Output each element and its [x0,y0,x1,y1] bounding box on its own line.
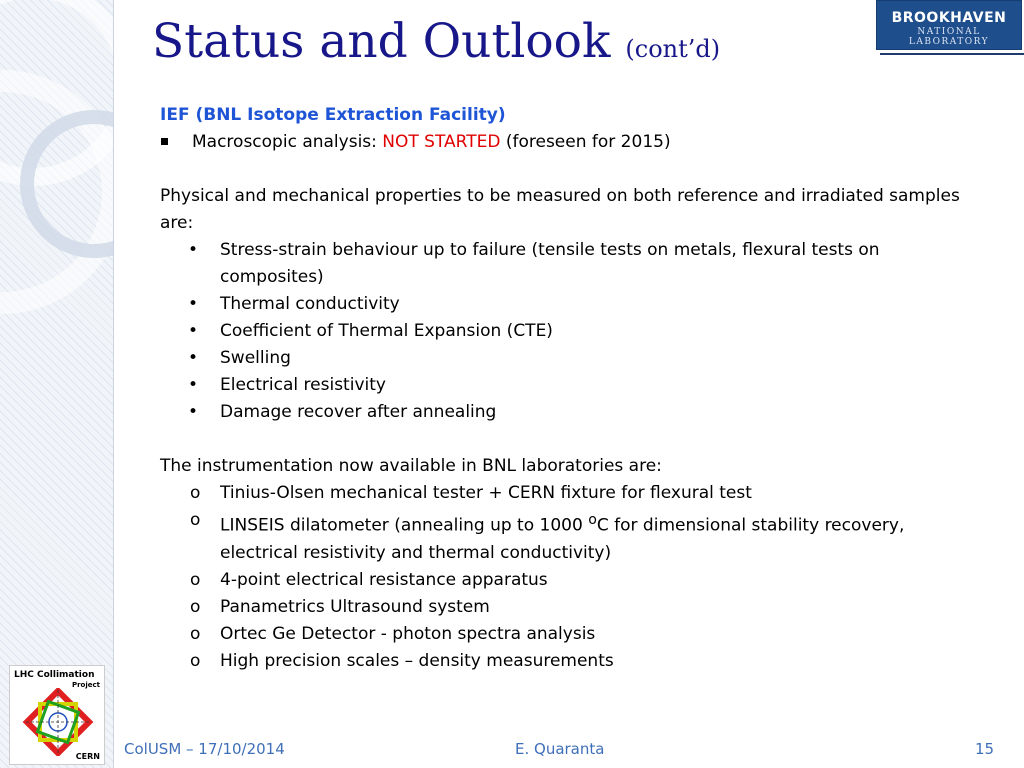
instrument-item [160,507,980,567]
property-text: Coefficient of Thermal Expansion (CTE) [220,321,553,341]
property-item [160,345,980,372]
instrument-text: Panametrics Ultrasound system [220,596,490,617]
property-item [160,318,980,345]
instrument-item [160,480,980,507]
macro-analysis-item [160,129,980,156]
circle-bullet-icon: o [190,650,201,671]
lhc-collimation-logo [9,665,105,765]
instrument-text: Ortec Ge Detector - photon spectra analysis [220,623,596,644]
instrument-text-part: C for dimensional stability recovery, electrical resistivity and thermal conductivity) [220,515,905,563]
property-text: Damage recover after annealing [220,402,497,422]
property-text: Stress-strain behaviour up to failure (tensile tests on metals, flexural tests on composites) [220,240,880,287]
instrument-text: 4-point electrical resistance apparatus [220,569,548,590]
circle-bullet-icon: o [190,569,201,590]
lhc-logo-cern: CERN [75,752,100,761]
instrument-item [160,567,980,594]
instrument-item [160,648,980,675]
circle-bullet-icon: o [190,623,201,644]
footer-page-number: 15 [975,740,995,758]
brookhaven-logo-subtitle: NATIONAL LABORATORY [908,27,990,47]
circle-bullet-icon: o [190,483,201,503]
decorative-side-band [0,0,114,768]
section-heading: IEF (BNL Isotope Extraction Facility) [160,105,506,125]
circle-bullet-icon: o [190,510,201,530]
instrument-item [160,621,980,648]
bullet-icon: • [188,240,199,260]
footer-author: E. Quaranta [515,740,605,758]
bullet-icon: • [188,348,199,368]
property-item [160,237,980,291]
slide-body [160,102,980,675]
instrument-item [160,594,980,621]
instrument-text-part: LINSEIS dilatometer (annealing up to 1000 [220,515,589,536]
properties-intro: Physical and mechanical properties to be measured on both reference and irradiated samples are: [160,186,960,233]
degree-superscript: o [588,512,597,528]
property-item [160,372,980,399]
square-bullet-icon [161,138,168,145]
circle-bullet-icon: o [190,596,201,617]
macro-label: Macroscopic analysis: [192,132,383,152]
lhc-logo-project: Project [71,681,100,689]
logo-underline [880,53,1024,55]
property-text: Thermal conductivity [220,294,400,314]
collimator-diagram-icon [22,688,94,756]
bullet-icon: • [188,375,199,395]
bullet-icon: • [188,294,199,314]
instrument-text: High precision scales – density measurements [220,650,614,671]
instrument-text: Tinius-Olsen mechanical tester + CERN fixture for flexural test [220,483,752,503]
property-item [160,291,980,318]
property-text: Electrical resistivity [220,375,386,395]
slide-title-main: Status and Outlook [152,14,611,69]
footer-event-date: ColUSM – 17/10/2014 [124,740,285,758]
bullet-icon: • [188,321,199,341]
brookhaven-logo [876,0,1022,50]
property-text: Swelling [220,348,291,368]
brookhaven-logo-name: BROOKHAVEN [891,10,1007,26]
instrument-text [160,507,980,567]
property-item [160,399,980,426]
lhc-logo-title: LHC Collimation [14,670,95,680]
slide-title [152,14,720,69]
status-not-started: NOT STARTED [382,132,501,152]
bullet-icon: • [188,402,199,422]
slide-title-suffix: (cont’d) [625,35,721,63]
macro-note: (foreseen for 2015) [500,132,671,152]
instruments-intro: The instrumentation now available in BNL laboratories are: [160,456,662,476]
